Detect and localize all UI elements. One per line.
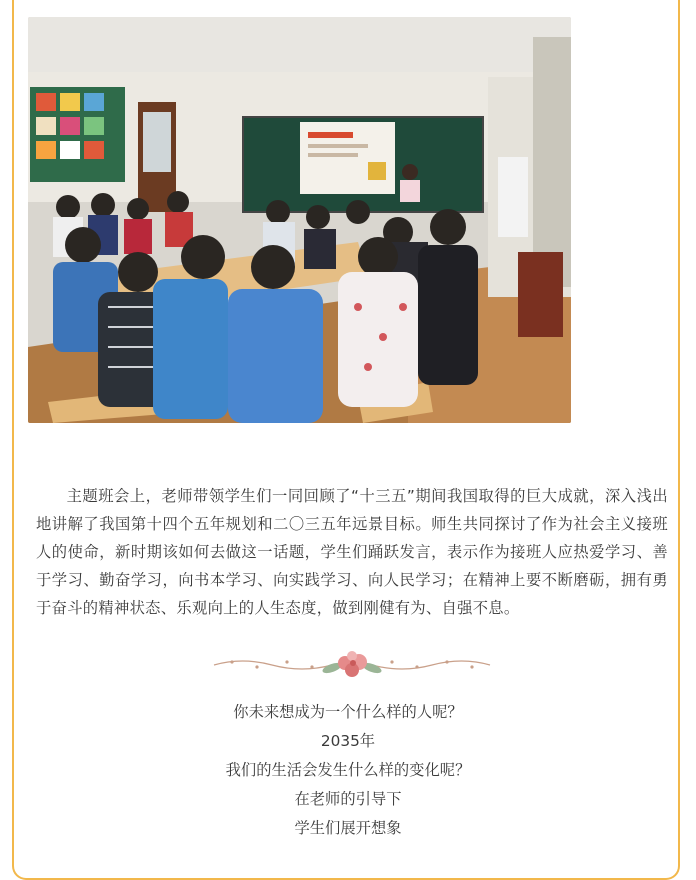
- closing-line: 在老师的引导下: [294, 790, 402, 808]
- closing-line: 你未来想成为一个什么样的人呢？: [233, 703, 463, 721]
- classroom-photo: [28, 17, 571, 423]
- article-paragraph: 主题班会上，老师带领学生们一同回顾了“十三五”期间我国取得的巨大成就，深入浅出地讲解了我国第十四个五年规划和二〇三五年远景目标。师生共同探讨了作为社会主义接班人的使命，新时期该如何去做这一话题，学生们踊跃发言，表示作为接班人应热爱学习、善于学习、勤奋学习，向书本学习、向实践学习、向人民学习；在精神上要不断磨砺，拥有勇于奋斗的精神状态、乐观向上的人生态度，做到刚健有为、自强不息。: [36, 487, 668, 618]
- closing-line: 2035年: [320, 732, 376, 750]
- closing-line: 学生们展开想象: [294, 819, 402, 837]
- closing-line: 我们的生活会发生什么样的变化呢？: [225, 761, 471, 779]
- classroom-photo-illustration: [28, 17, 571, 423]
- closing-lines: [0, 698, 696, 843]
- floral-divider-icon: [212, 648, 492, 682]
